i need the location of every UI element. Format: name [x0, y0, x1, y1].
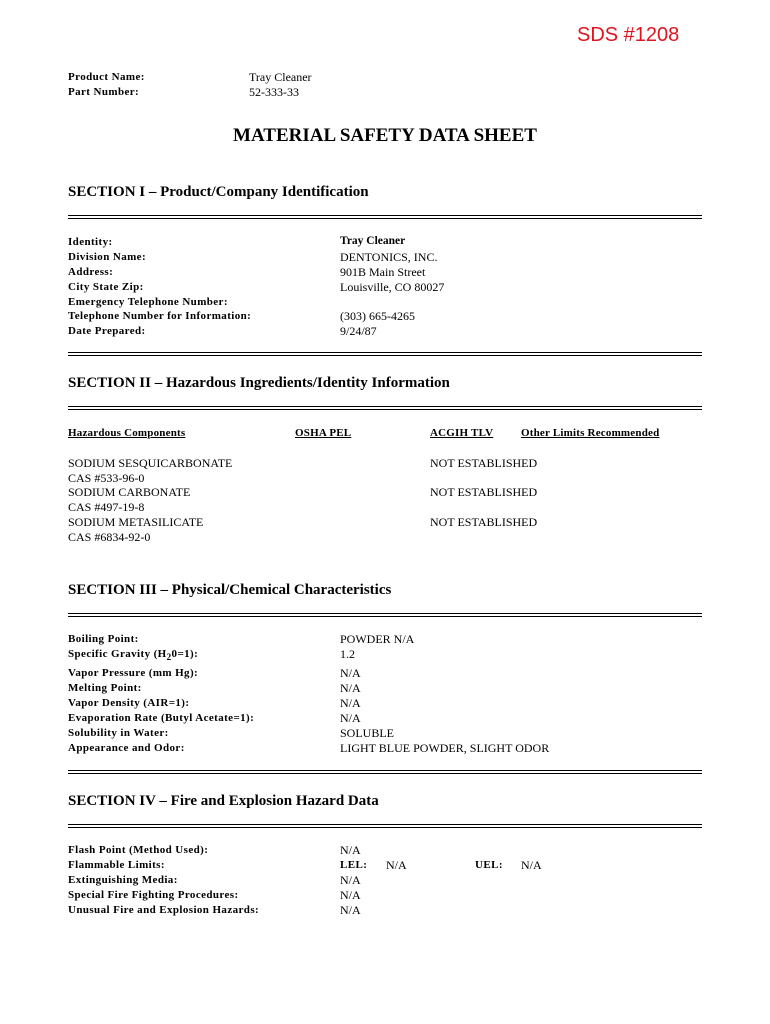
component-3-name: SODIUM METASILICATE: [68, 515, 204, 529]
division-name-label: Division Name:: [68, 251, 147, 263]
extinguishing-media-label: Extinguishing Media:: [68, 874, 178, 886]
component-1-name: SODIUM SESQUICARBONATE: [68, 456, 233, 470]
uel-label: UEL:: [475, 859, 503, 871]
section-3-rule-bottom: [68, 770, 702, 774]
section-1-rule-top: [68, 215, 702, 219]
info-phone-label: Telephone Number for Information:: [68, 310, 252, 322]
date-prepared-value: 9/24/87: [340, 324, 377, 338]
division-name-value: DENTONICS, INC.: [340, 250, 438, 264]
lel-label: LEL:: [340, 859, 368, 871]
component-3-acgih: NOT ESTABLISHED: [430, 515, 538, 529]
osha-pel-header: OSHA PEL: [295, 427, 352, 439]
flammable-limits-label: Flammable Limits:: [68, 859, 165, 871]
section-3-rule: [68, 613, 702, 617]
section-4-heading: SECTION IV – Fire and Explosion Hazard Data: [68, 793, 379, 809]
component-3-cas: CAS #6834-92-0: [68, 530, 151, 544]
part-number-label: Part Number:: [68, 86, 140, 98]
melting-point-label: Melting Point:: [68, 682, 142, 694]
flash-point-value: N/A: [340, 843, 361, 857]
extinguishing-media-value: N/A: [340, 873, 361, 887]
hazardous-components-header: Hazardous Components: [68, 427, 186, 439]
uel-value: N/A: [521, 858, 542, 872]
vapor-pressure-value: N/A: [340, 666, 361, 680]
identity-label: Identity:: [68, 236, 113, 248]
specific-gravity-label-pre: Specific Gravity (H: [68, 648, 167, 660]
specific-gravity-label: [68, 648, 198, 660]
component-1-acgih: NOT ESTABLISHED: [430, 456, 538, 470]
boiling-point-value: POWDER N/A: [340, 632, 415, 646]
unusual-hazards-label: Unusual Fire and Explosion Hazards:: [68, 904, 260, 916]
specific-gravity-value: 1.2: [340, 647, 355, 661]
address-value: 901B Main Street: [340, 265, 426, 279]
special-procedures-value: N/A: [340, 888, 361, 902]
specific-gravity-label-sub: 2: [166, 652, 172, 662]
lel-value: N/A: [386, 858, 407, 872]
specific-gravity-label-post: 0=1):: [171, 648, 199, 660]
address-label: Address:: [68, 266, 114, 278]
product-name-label: Product Name:: [68, 71, 145, 83]
sds-number: SDS #1208: [577, 24, 680, 46]
appearance-odor-value: LIGHT BLUE POWDER, SLIGHT ODOR: [340, 741, 550, 755]
other-limits-header: Other Limits Recommended: [521, 427, 660, 439]
section-4-rule: [68, 824, 702, 828]
emergency-phone-label: Emergency Telephone Number:: [68, 296, 228, 308]
acgih-tlv-header: ACGIH TLV: [430, 427, 494, 439]
section-1-heading: SECTION I – Product/Company Identification: [68, 184, 369, 200]
component-2-cas: CAS #497-19-8: [68, 500, 145, 514]
unusual-hazards-value: N/A: [340, 903, 361, 917]
evaporation-rate-label: Evaporation Rate (Butyl Acetate=1):: [68, 712, 255, 724]
melting-point-value: N/A: [340, 681, 361, 695]
flash-point-label: Flash Point (Method Used):: [68, 844, 209, 856]
product-name-value: Tray Cleaner: [249, 70, 312, 84]
evaporation-rate-value: N/A: [340, 711, 361, 725]
appearance-odor-label: Appearance and Odor:: [68, 742, 185, 754]
document-title: MATERIAL SAFETY DATA SHEET: [233, 125, 537, 146]
component-2-name: SODIUM CARBONATE: [68, 485, 191, 499]
solubility-value: SOLUBLE: [340, 726, 394, 740]
vapor-pressure-label: Vapor Pressure (mm Hg):: [68, 667, 199, 679]
date-prepared-label: Date Prepared:: [68, 325, 146, 337]
boiling-point-label: Boiling Point:: [68, 633, 139, 645]
component-1-cas: CAS #533-96-0: [68, 471, 145, 485]
info-phone-value: (303) 665-4265: [340, 309, 415, 323]
section-3-heading: SECTION III – Physical/Chemical Characteristics: [68, 582, 392, 598]
solubility-label: Solubility in Water:: [68, 727, 169, 739]
part-number-value: 52-333-33: [249, 85, 299, 99]
vapor-density-value: N/A: [340, 696, 361, 710]
city-state-zip-label: City State Zip:: [68, 281, 144, 293]
section-2-rule: [68, 406, 702, 410]
section-1-rule-bottom: [68, 352, 702, 356]
vapor-density-label: Vapor Density (AIR=1):: [68, 697, 190, 709]
component-2-acgih: NOT ESTABLISHED: [430, 485, 538, 499]
identity-value: Tray Cleaner: [340, 235, 406, 247]
special-procedures-label: Special Fire Fighting Procedures:: [68, 889, 239, 901]
city-state-zip-value: Louisville, CO 80027: [340, 280, 445, 294]
section-2-heading: SECTION II – Hazardous Ingredients/Identity Information: [68, 375, 450, 391]
